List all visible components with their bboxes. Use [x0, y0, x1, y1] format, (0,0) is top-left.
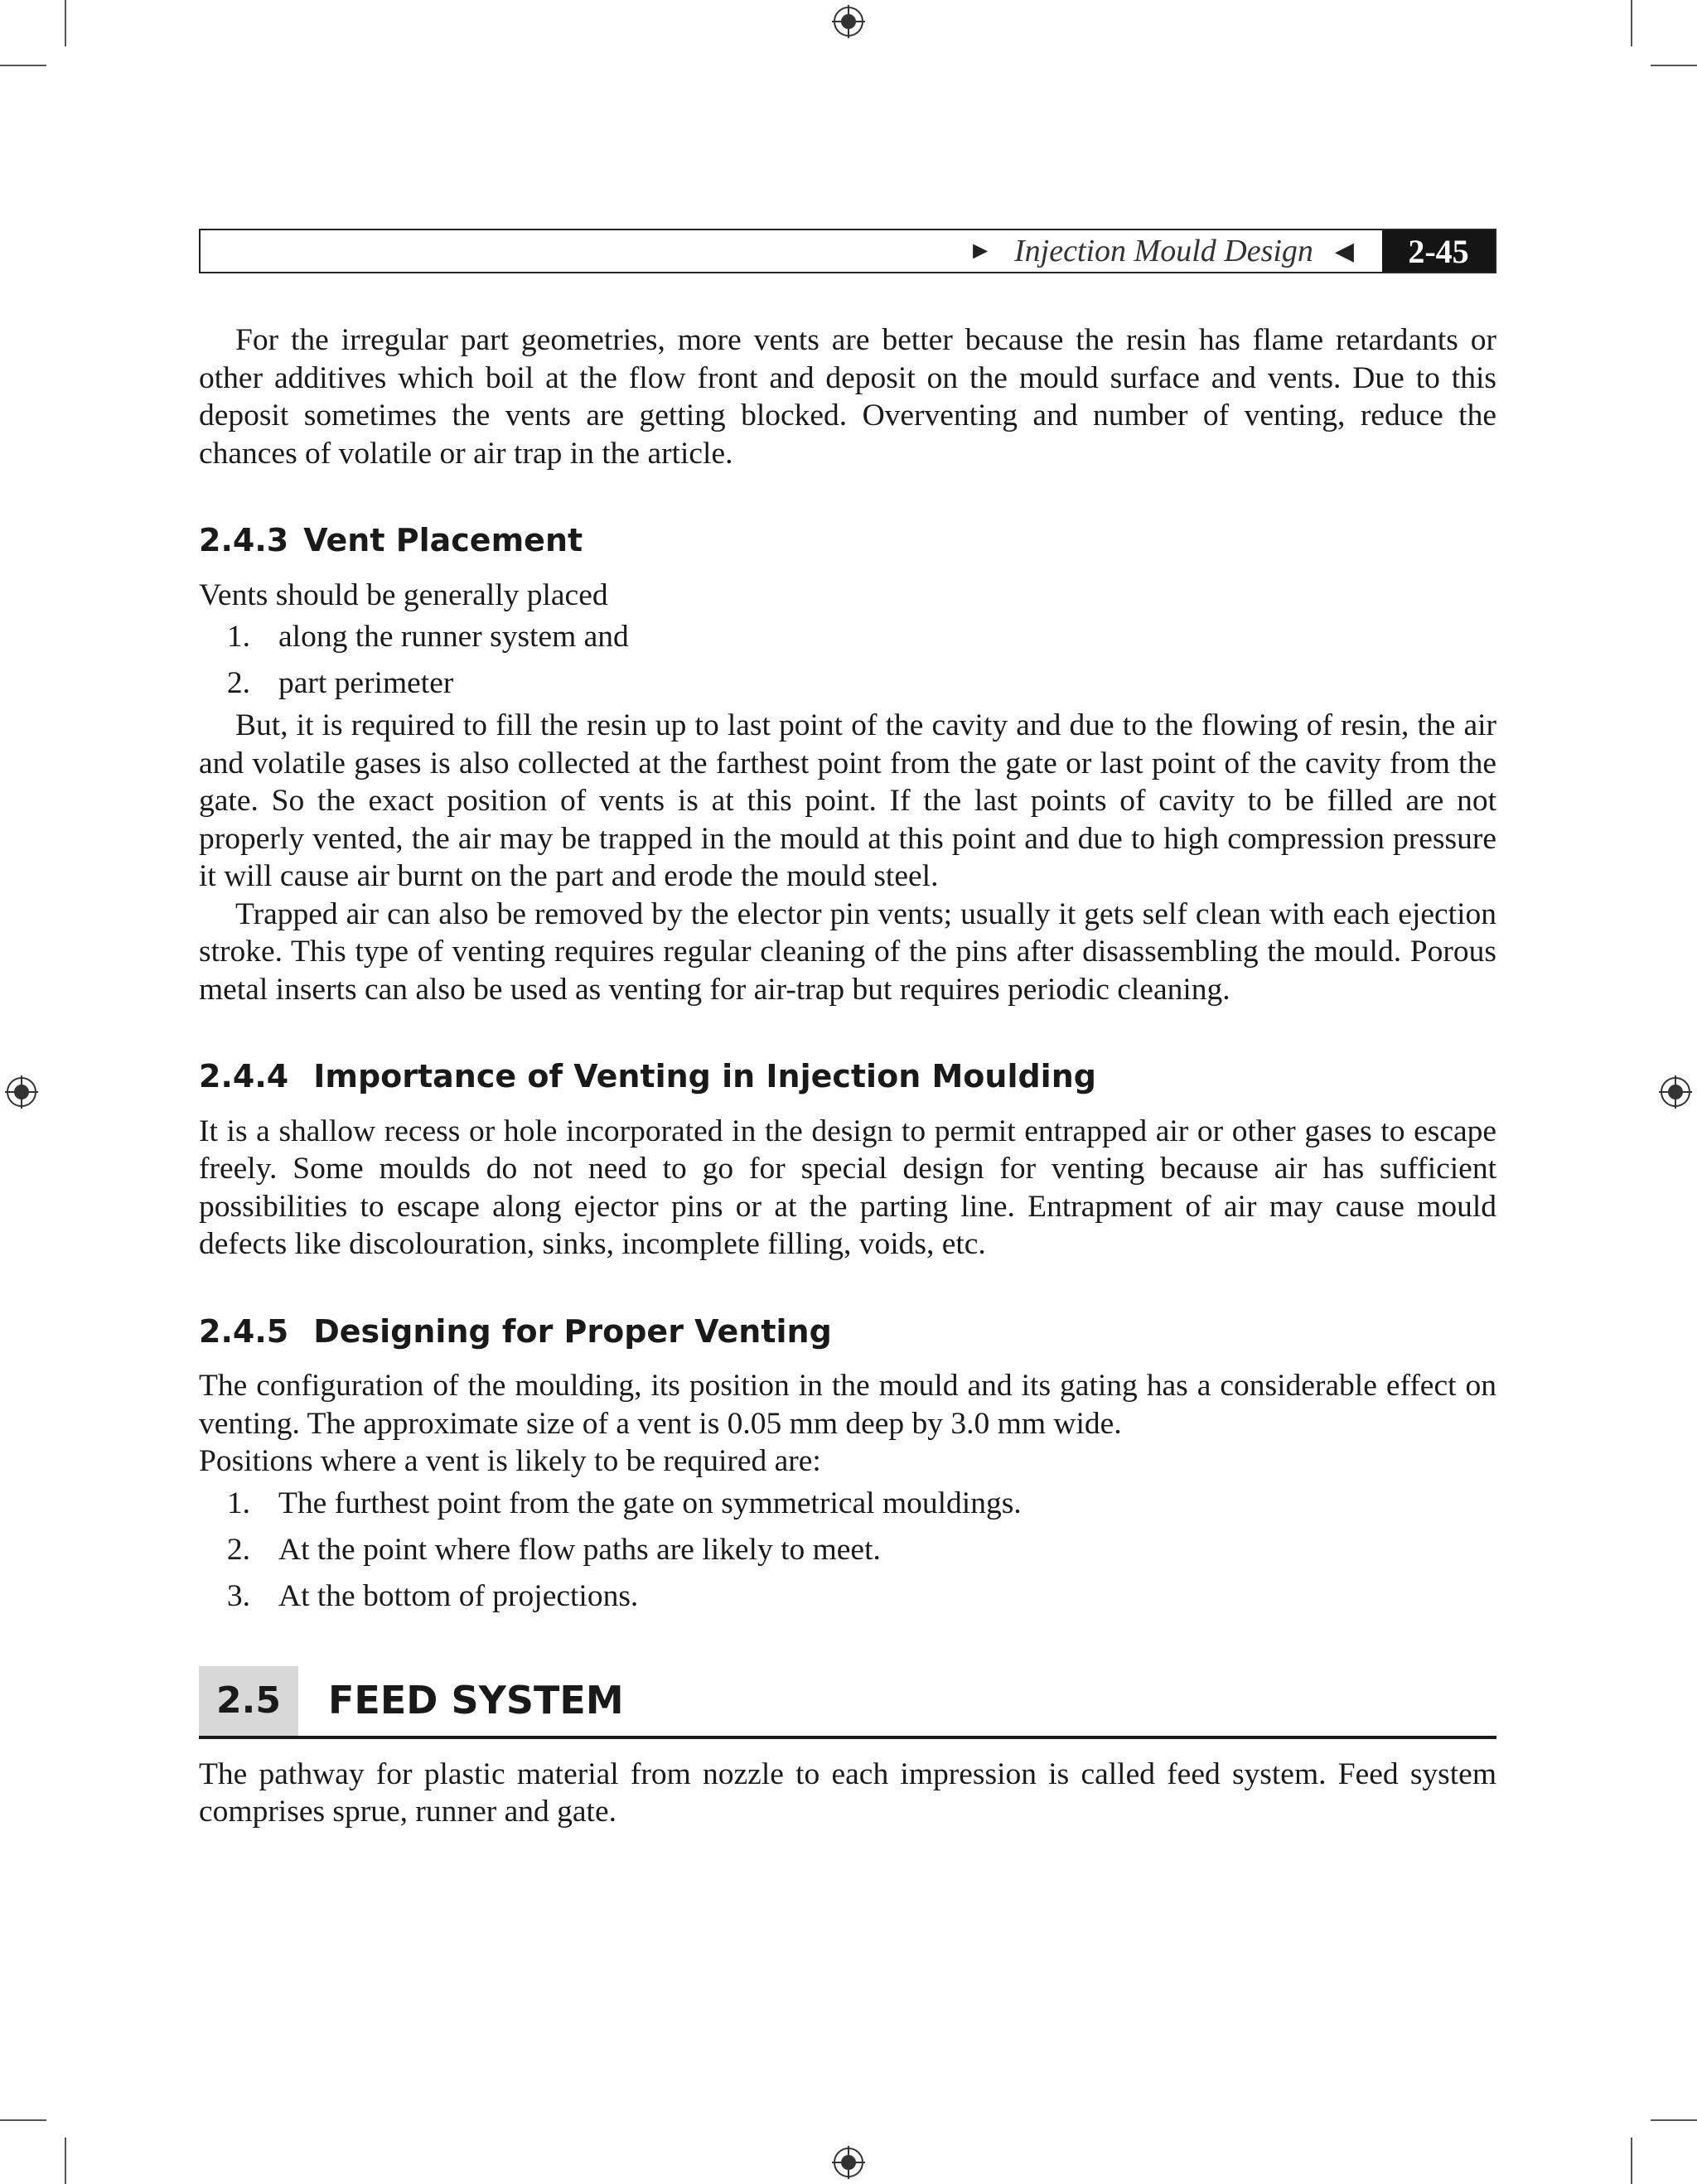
- vent-positions-list: [199, 1481, 1496, 1620]
- registration-mark-icon: [832, 2146, 865, 2179]
- section-number: 2.4.5: [199, 1312, 289, 1350]
- registration-mark-icon: [1659, 1075, 1692, 1109]
- major-section-heading-2-5: [199, 1666, 1496, 1739]
- section-heading-2-4-3: [199, 522, 1496, 560]
- page-body: [199, 321, 1496, 1831]
- crop-mark: [0, 2119, 46, 2121]
- body-paragraph: The configuration of the moulding, its position in the mould and its gating has a considerable effect on venting. The approximate size of a vent is 0.05 mm deep by 3.0 mm wide.: [199, 1369, 1496, 1441]
- body-paragraph: Positions where a vent is likely to be required are:: [199, 1444, 821, 1478]
- body-paragraph: But, it is required to fill the resin up to last point of the cavity and due to the flowing of resin, the air and volatile gases is also collected at the farthest point from the gate or last point of the cavity from the gate. So the exact position of vents is at this point. If the last points of cavity to be filled are not properly vented, the air may be trapped in the mould at this point and due to high compression pressure it will cause air burnt on the part and erode the mould steel.: [199, 708, 1496, 893]
- crop-mark: [65, 0, 66, 46]
- body-paragraph: Trapped air can also be removed by the elector pin vents; usually it gets self clean with each ejection stroke. This type of venting requires regular cleaning of the pins after disassembling the mould. Porous metal inserts can also be used as venting for air-trap but requires periodic cleaning.: [199, 896, 1496, 1007]
- body-paragraph: It is a shallow recess or hole incorporated in the design to permit entrapped air or other gases to escape freely. Some moulds do not need to go for special design for venting because air has sufficient possibilities to escape along ejector pins or at the parting line. Entrapment of air may cause mould defects like discolouration, sinks, incomplete filling, voids, etc.: [199, 1114, 1496, 1261]
- list-number: 2.: [226, 1532, 250, 1567]
- running-title-group: [968, 230, 1354, 272]
- section-heading-2-4-5: [199, 1313, 1496, 1351]
- list-text: The furthest point from the gate on symmetrical mouldings.: [278, 1486, 1022, 1520]
- registration-mark-icon: [832, 5, 865, 38]
- crop-mark: [1651, 2119, 1697, 2121]
- list-item: [199, 1527, 1496, 1573]
- crop-mark: [1631, 0, 1632, 46]
- right-triangle-icon: ►: [968, 237, 993, 264]
- section-lead: Vents should be generally placed: [199, 577, 608, 612]
- body-paragraph: The pathway for plastic material from nozzle to each impression is called feed system. Feed system comprises sprue, runner and gate.: [199, 1756, 1496, 1829]
- section-number: 2.4.3: [199, 522, 289, 558]
- list-number: 2.: [226, 666, 250, 701]
- crop-mark: [0, 65, 46, 66]
- running-title: Injection Mould Design: [1013, 234, 1313, 268]
- vent-placement-list: [199, 614, 1496, 707]
- page-number: 2-45: [1382, 230, 1495, 272]
- list-text: At the point where flow paths are likely to meet.: [278, 1532, 881, 1567]
- intro-paragraph: For the irregular part geometries, more vents are better because the resin has flame retardants or other additives which boil at the flow front and deposit on the mould surface and vents. Due to this deposit sometimes the vents are getting blocked. Overventing and number of venting, reduce the chances of volatile or air trap in the article.: [199, 323, 1496, 471]
- crop-mark: [65, 2138, 66, 2184]
- list-text: part perimeter: [278, 666, 454, 701]
- list-item: [199, 1573, 1496, 1620]
- section-number: 2.5: [199, 1666, 298, 1736]
- list-number: 1.: [226, 620, 250, 655]
- section-title: FEED SYSTEM: [328, 1677, 624, 1723]
- running-header: [199, 229, 1496, 273]
- list-number: 1.: [226, 1486, 250, 1520]
- crop-mark: [1651, 65, 1697, 66]
- list-number: 3.: [226, 1578, 250, 1613]
- section-number: 2.4.4: [199, 1058, 289, 1094]
- section-title: Designing for Proper Venting: [313, 1312, 832, 1350]
- section-title: Vent Placement: [303, 522, 583, 558]
- left-triangle-icon: ◀: [1334, 237, 1354, 265]
- list-item: [199, 660, 1496, 707]
- crop-mark: [1631, 2138, 1632, 2184]
- list-text: At the bottom of projections.: [278, 1578, 639, 1613]
- registration-mark-icon: [5, 1075, 38, 1109]
- section-heading-2-4-4: [199, 1058, 1496, 1096]
- list-item: [199, 1481, 1496, 1527]
- list-item: [199, 614, 1496, 660]
- section-title: Importance of Venting in Injection Moulding: [313, 1058, 1096, 1094]
- list-text: along the runner system and: [278, 620, 629, 655]
